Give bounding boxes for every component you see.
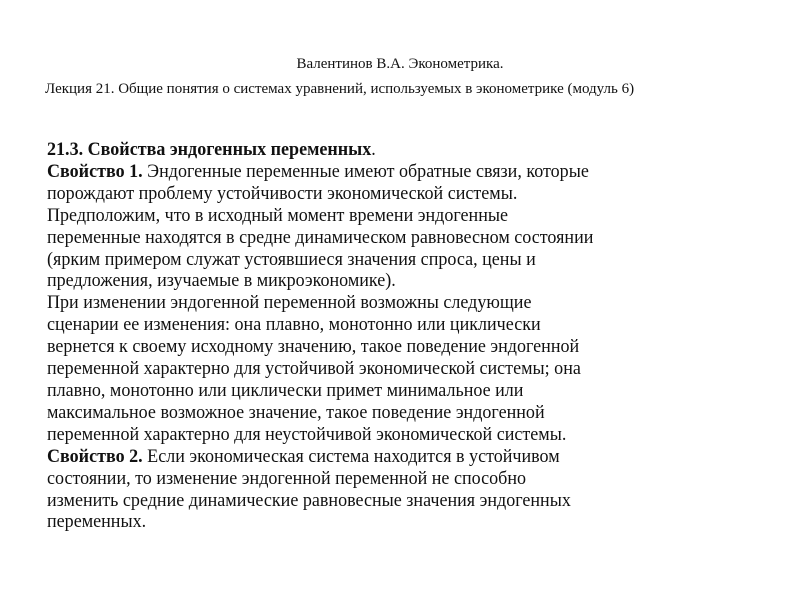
paragraph-line: максимальное возможное значение, такое поведение эндогенной [47, 401, 545, 423]
heading-dot: . [371, 139, 376, 160]
paragraph-line: (ярким примером служат устоявшиеся значения спроса, цены и [47, 248, 536, 270]
section-heading [47, 139, 731, 161]
paragraph-line: состоянии, то изменение эндогенной переменной не способно [47, 467, 527, 489]
paragraph-line: переменной характерно для неустойчивой экономической системы. [47, 423, 567, 445]
paragraph-line: При изменении эндогенной переменной возможны следующие [47, 292, 532, 314]
text: Если экономическая система находится в устойчивом [142, 445, 560, 467]
slide-body [47, 139, 767, 533]
section-heading-text: 21.3. Свойства эндогенных переменных [47, 139, 372, 160]
paragraph-line [47, 161, 731, 183]
paragraph-line: изменить средние динамические равновесные значения эндогенных [47, 489, 571, 511]
text: Эндогенные переменные имеют обратные связи, которые [142, 160, 589, 182]
property-1-label: Свойство 1. [47, 160, 143, 182]
lecture-title: Лекция 21. Общие понятия о системах уравнений, используемых в эконометрике (модуль 6) [45, 81, 635, 97]
paragraph-line: Предположим, что в исходный момент времени эндогенные [47, 204, 509, 226]
author-title: Валентинов В.А. Эконометрика. [296, 56, 504, 72]
paragraph-line: переменных. [47, 511, 147, 533]
paragraph-line: переменные находятся в средне динамическом равновесном состоянии [47, 226, 594, 248]
paragraph-line: порождают проблему устойчивости экономической системы. [47, 182, 518, 204]
paragraph-line: вернется к своему исходному значению, такое поведение эндогенной [47, 336, 580, 358]
paragraph-line: переменной характерно для устойчивой экономической системы; она [47, 358, 581, 380]
property-2-label: Свойство 2. [47, 445, 143, 467]
paragraph-line [47, 446, 731, 468]
paragraph-line: плавно, монотонно или циклически примет минимальное или [47, 379, 524, 401]
paragraph-line: предложения, изучаемые в микроэкономике). [47, 270, 396, 292]
paragraph-line: сценарии ее изменения: она плавно, монотонно или циклически [47, 314, 541, 336]
